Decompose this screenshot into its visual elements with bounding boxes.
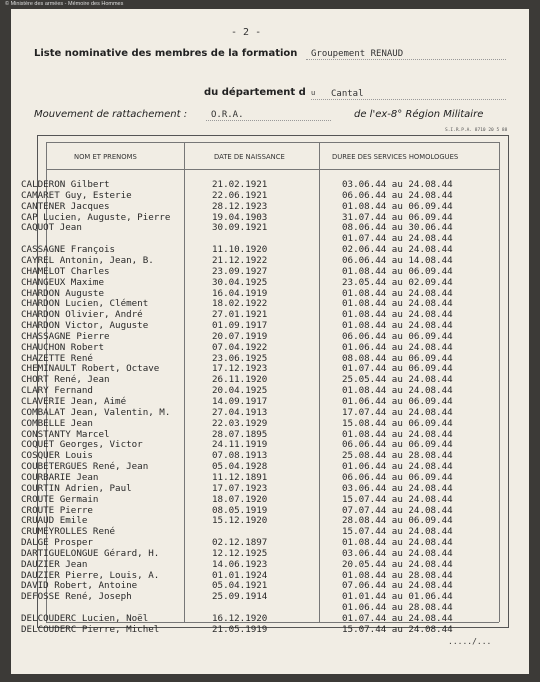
row-name: CHAUCHON Robert [21,341,104,353]
header-date: DATE DE NAISSANCE [214,153,285,161]
row-name: COURBARIE Jean [21,471,99,483]
row-birth-date: 21.05.1919 [212,623,268,635]
row-birth-date: 14.06.1923 [212,558,268,570]
row-birth-date: 25.09.1914 [212,591,268,603]
row-name: CASSAGNE François [21,244,116,256]
row-name: COMBELLE Jean [21,417,93,429]
row-birth-date: 17.12.1923 [212,363,268,375]
row-birth-date: 26.11.1920 [212,374,268,386]
row-name: DARTIGUELONGUE Gérard, H. [21,547,160,559]
row-service-duration: 31.07.44 au 06.09.44 [342,211,453,223]
row-birth-date: 30.04.1925 [212,276,268,288]
row-birth-date: 28.12.1923 [212,200,268,212]
table-right-rule [499,142,500,622]
row-service-duration: 07.06.44 au 24.08.44 [342,580,453,592]
row-name: CROUTE Pierre [21,504,93,516]
row-service-duration: 01.08.44 au 24.08.44 [342,428,453,440]
row-service-duration: 25.08.44 au 28.08.44 [342,450,453,462]
row-birth-date: 27.01.1921 [212,309,268,321]
row-service-duration: 15.08.44 au 06.09.44 [342,417,453,429]
row-service-duration: 15.07.44 au 24.08.44 [342,493,453,505]
liste-label: Liste nominative des membres de la formation [34,48,298,59]
row-service-duration: 01.08.44 au 24.08.44 [342,309,453,321]
row-service-duration: 28.08.44 au 06.09.44 [342,515,453,527]
row-service-duration: 01.08.44 au 24.08.44 [342,320,453,332]
row-name: CONSTANTY Marcel [21,428,110,440]
row-birth-date: 30.09.1921 [212,222,268,234]
row-name: DELCOUDERC Pierre, Michel [21,623,160,635]
row-service-duration: 01.08.44 au 24.08.44 [342,287,453,299]
row-name: CAMARET Guy, Esterie [21,189,132,201]
row-birth-date: 12.12.1925 [212,547,268,559]
row-name: CHANGEUX Maxime [21,276,104,288]
row-service-duration: 06.06.44 au 06.09.44 [342,439,453,451]
row-name: COQUET Georges, Victor [21,439,143,451]
row-birth-date: 18.02.1922 [212,298,268,310]
row-service-duration: 01.01.44 au 01.06.44 [342,591,453,603]
row-name: COSQUER Louis [21,450,93,462]
row-name: CLARY Fernand [21,385,93,397]
row-birth-date: 27.04.1913 [212,406,268,418]
row-birth-date: 20.04.1925 [212,385,268,397]
row-birth-date: 21.02.1921 [212,179,268,190]
row-birth-date: 14.09.1917 [212,396,268,407]
row-service-duration: 06.06.44 au 24.08.44 [342,189,453,201]
row-birth-date: 21.12.1922 [212,254,268,266]
row-birth-date: 08.05.1919 [212,504,268,516]
row-name: CALDERON Gilbert [21,179,110,190]
table-top-rule [46,142,499,143]
row-birth-date: 22.06.1921 [212,189,268,201]
row-name: COMBALAT Jean, Valentin, M. [21,406,171,418]
row-service-duration: 01.06.44 au 28.08.44 [342,602,453,614]
document-page [11,9,529,674]
row-birth-date: 16.04.1919 [212,287,268,299]
formation-value: Groupement RENAUD [311,49,404,59]
row-birth-date: 01.01.1924 [212,569,268,581]
row-birth-date: 22.03.1929 [212,417,268,429]
region-label: de l'ex-8° Région Militaire [354,109,484,120]
row-birth-date: 24.11.1919 [212,439,268,451]
table-col-divider-2 [319,142,320,622]
table-header-rule [46,169,499,170]
header-duree: DUREE DES SERVICES HOMOLOGUES [332,153,459,161]
mouvement-label: Mouvement de rattachement : [34,109,188,120]
row-name: DAUZIER Jean [21,558,88,570]
departement-suffix: u [311,89,316,97]
row-name: CROUTE Germain [21,493,99,505]
row-service-duration: 01.06.44 au 06.09.44 [342,396,453,407]
row-service-duration: 01.07.44 au 24.08.44 [342,233,453,245]
row-service-duration: 06.06.44 au 06.09.44 [342,471,453,483]
row-service-duration: 01.07.44 au 24.08.44 [342,613,453,624]
row-birth-date: 28.07.1895 [212,428,268,440]
watermark-text: © Ministère des armées - Mémoire des Hommes [5,1,124,7]
row-birth-date: 07.08.1913 [212,450,268,462]
row-service-duration: 23.05.44 au 02.09.44 [342,276,453,288]
row-service-duration: 01.08.44 au 24.08.44 [342,537,453,549]
row-service-duration: 25.05.44 au 24.08.44 [342,374,453,386]
row-name: CHORT René, Jean [21,374,110,386]
row-name: DALGE Prosper [21,537,93,549]
row-name: CHARDON Olivier, André [21,309,143,321]
row-name: CAYREL Antonin, Jean, B. [21,254,154,266]
row-birth-date: 01.09.1917 [212,320,268,332]
row-service-duration: 15.07.44 au 24.08.44 [342,623,453,635]
page-number: - 2 - [231,27,262,38]
row-name: CRUMEYROLLES René [21,526,116,538]
row-birth-date: 05.04.1921 [212,580,268,592]
row-birth-date: 15.12.1920 [212,515,268,527]
row-service-duration: 01.06.44 au 24.08.44 [342,461,453,473]
row-name: CHAMELOT Charles [21,265,110,277]
row-service-duration: 01.08.44 au 28.08.44 [342,569,453,581]
row-name: CHARDON Lucien, Clément [21,298,149,310]
row-service-duration: 06.06.44 au 14.08.44 [342,254,453,266]
row-service-duration: 01.08.44 au 06.09.44 [342,265,453,277]
row-name: DAUZIER Pierre, Louis, A. [21,569,160,581]
row-birth-date: 16.12.1920 [212,613,268,624]
row-service-duration: 01.08.44 au 24.08.44 [342,298,453,310]
row-service-duration: 20.05.44 au 24.08.44 [342,558,453,570]
row-name: CHARDON Auguste [21,287,104,299]
row-name: COURTIN Adrien, Paul [21,482,132,494]
row-birth-date: 19.04.1903 [212,211,268,223]
row-name: CLAVERIE Jean, Aimé [21,396,127,407]
row-name: CHASSAGNE Pierre [21,330,110,342]
departement-dotline [311,99,506,100]
formation-dotline [306,59,506,60]
row-name: DEFOSSE René, Joseph [21,591,132,603]
row-birth-date: 23.06.1925 [212,352,268,364]
row-birth-date: 05.04.1928 [212,461,268,473]
row-name: DELCOUDERC Lucien, Noël [21,613,149,624]
departement-label: du département d [204,87,306,98]
continuation-mark: ...../... [448,637,492,646]
row-service-duration: 17.07.44 au 24.08.44 [342,406,453,418]
row-service-duration: 03.06.44 au 24.08.44 [342,179,453,190]
row-name: CANTENER Jacques [21,200,110,212]
row-service-duration: 02.06.44 au 24.08.44 [342,244,453,256]
row-name: CAP Lucien, Auguste, Pierre [21,211,171,223]
row-birth-date: 02.12.1897 [212,537,268,549]
mouvement-value: O.R.A. [211,110,244,120]
row-service-duration: 07.07.44 au 24.08.44 [342,504,453,516]
header-nom: NOM ET PRENOMS [74,153,137,161]
row-service-duration: 15.07.44 au 24.08.44 [342,526,453,538]
row-service-duration: 08.08.44 au 06.09.44 [342,352,453,364]
row-birth-date: 11.12.1891 [212,471,268,483]
row-birth-date: 07.04.1922 [212,341,268,353]
row-name: CAQUOT Jean [21,222,82,234]
row-name: CHARDON Victor, Auguste [21,320,149,332]
row-name: DAVID Robert, Antoine [21,580,138,592]
row-service-duration: 03.06.44 au 24.08.44 [342,547,453,559]
row-birth-date: 18.07.1920 [212,493,268,505]
row-service-duration: 06.06.44 au 06.09.44 [342,330,453,342]
row-name: CHAZETTE René [21,352,93,364]
row-service-duration: 01.08.44 au 24.08.44 [342,385,453,397]
row-service-duration: 03.06.44 au 24.08.44 [342,482,453,494]
departement-value: Cantal [331,89,364,99]
reference-code: S.I.R.P.A. 8710 20 5 88 [445,128,508,133]
row-birth-date: 11.10.1920 [212,244,268,256]
row-service-duration: 01.08.44 au 06.09.44 [342,200,453,212]
row-name: CHEMINAULT Robert, Octave [21,363,160,375]
row-birth-date: 17.07.1923 [212,482,268,494]
row-name: COUBETERGUES René, Jean [21,461,149,473]
row-service-duration: 01.07.44 au 06.09.44 [342,363,453,375]
row-service-duration: 01.06.44 au 24.08.44 [342,341,453,353]
row-name: CRUAUD Emile [21,515,88,527]
row-service-duration: 08.06.44 au 30.06.44 [342,222,453,234]
row-birth-date: 20.07.1919 [212,330,268,342]
row-birth-date: 23.09.1927 [212,265,268,277]
mouvement-dotline [206,120,331,121]
